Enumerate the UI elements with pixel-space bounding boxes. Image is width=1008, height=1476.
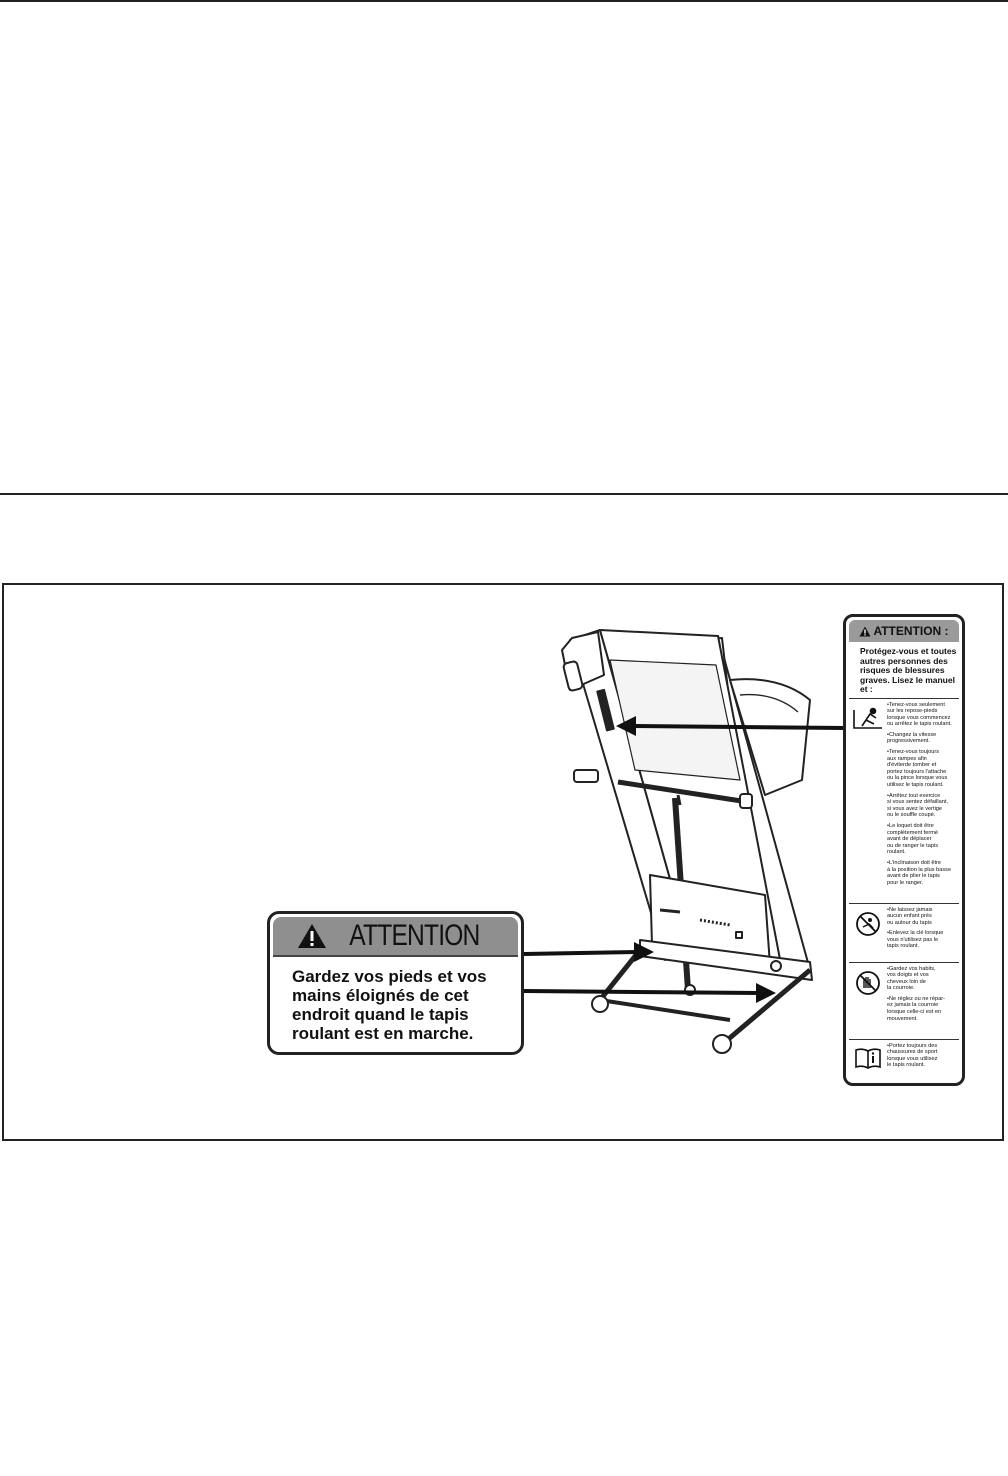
middle-rule	[0, 493, 1008, 495]
warning-line: Gardez vos pieds et vos	[292, 967, 487, 986]
instruction-line: •Le loquet doit être	[887, 823, 934, 829]
instruction-line: complètement fermé	[887, 829, 938, 836]
intro-line: et :	[860, 684, 873, 694]
intro-line: autres personnes des	[860, 655, 948, 666]
instruction-line: le tapis roulant.	[887, 1062, 925, 1069]
warning-label-side-header	[849, 620, 959, 642]
instruction-line: •Tenez-vous seulement	[887, 701, 945, 708]
instruction-line: •L'inclinaison doit être	[887, 859, 942, 866]
no-children-icon	[855, 911, 881, 937]
instruction-line: portez toujours l'attache	[887, 768, 947, 775]
instruction-line: •Tenez-vous toujours	[887, 749, 940, 756]
instruction-line: lorsque vous commencez	[887, 714, 951, 721]
instruction-line: sur les repose-pieds	[887, 708, 938, 715]
intro-line: graves. Lisez le manuel	[860, 674, 955, 685]
instruction-line: si vous avez le vertige	[887, 805, 943, 812]
instruction-line: à la position la plus basse	[887, 866, 952, 873]
warning-triangle-icon	[859, 626, 871, 637]
warning-label-side-intro	[846, 645, 962, 698]
warning-label-main-text	[270, 957, 521, 1043]
instruction-line: mouvement.	[887, 1015, 918, 1022]
treadmill-illustration	[540, 620, 840, 1070]
instruction-line: •Portez toujours des	[887, 1042, 938, 1049]
instruction-line: chaussures de sport	[887, 1049, 938, 1056]
warning-label-side-title: ATTENTION :	[873, 624, 949, 638]
instruction-line: vous n'utilisez pas le	[887, 936, 939, 943]
instruction-line: aucun enfant près	[887, 913, 932, 920]
instruction-line: lorsque vous utilisez	[887, 1055, 938, 1062]
intro-line: risques de blessures	[860, 665, 945, 675]
instruction-line: ou arrêtez le tapis roulant.	[887, 721, 952, 728]
warning-triangle-icon	[297, 923, 327, 949]
warning-section-footrail	[849, 698, 959, 903]
warning-section-children	[849, 903, 959, 962]
read-manual-icon	[854, 1047, 882, 1069]
warning-section-shoes	[849, 1039, 959, 1086]
instruction-line: avant de plier le tapis	[887, 873, 940, 880]
instruction-line: progressivement.	[887, 738, 930, 745]
instruction-line: tapis roulant.	[887, 943, 920, 950]
instruction-line: pour le ranger.	[887, 879, 924, 886]
instruction-line: ou le souffle coupé.	[887, 812, 936, 819]
warning-line: mains éloignés de cet	[292, 986, 469, 1005]
instruction-line: utilisez le tapis roulant.	[887, 782, 944, 789]
warning-label-main	[267, 911, 524, 1055]
no-hands-near-belt-icon	[855, 970, 881, 996]
instruction-line: •Gardez vos habits,	[887, 965, 936, 972]
warning-label-side	[843, 614, 965, 1086]
warning-line: roulant est en marche.	[292, 1024, 474, 1043]
instruction-line: si vous sentez défaillant,	[887, 799, 948, 806]
warning-section-belt	[849, 962, 959, 1039]
instruction-line: ou la pince lorsque vous	[887, 775, 948, 782]
footrail-icon	[852, 706, 884, 732]
instruction-line: vos doigts et vos	[887, 972, 929, 979]
instruction-line: •Ne laissez jamais	[887, 906, 933, 913]
instruction-line: ez jamais la courroie	[887, 1002, 939, 1009]
warning-label-main-header	[273, 917, 518, 957]
warning-label-main-title: ATTENTION	[349, 919, 480, 952]
instruction-line: •Ne réglez ou ne répar-	[887, 995, 945, 1002]
instruction-line: •Changez la vitesse	[887, 731, 937, 738]
instruction-line: ou de ranger le tapis	[887, 842, 938, 849]
warning-line: endroit quand le tapis	[292, 1005, 469, 1024]
instruction-line: lorsque celle-ci est en	[887, 1009, 942, 1016]
instruction-line: d'éviterde tomber et	[887, 762, 937, 769]
instruction-line: •Enlevez la clé lorsque	[887, 930, 944, 937]
instruction-line: cheveux loin de	[887, 978, 926, 985]
instruction-line: roulant.	[887, 849, 906, 856]
instruction-line: la courroie.	[887, 985, 915, 992]
top-rule	[0, 0, 1008, 2]
instruction-line: avant de déplacer	[887, 836, 932, 843]
instruction-line: ou autour du tapis	[887, 919, 932, 926]
instruction-line: aux rampes afin	[887, 755, 927, 762]
intro-line: Protégez-vous et toutes	[860, 646, 957, 656]
instruction-line: •Arrêtez tout exercice	[887, 792, 941, 799]
